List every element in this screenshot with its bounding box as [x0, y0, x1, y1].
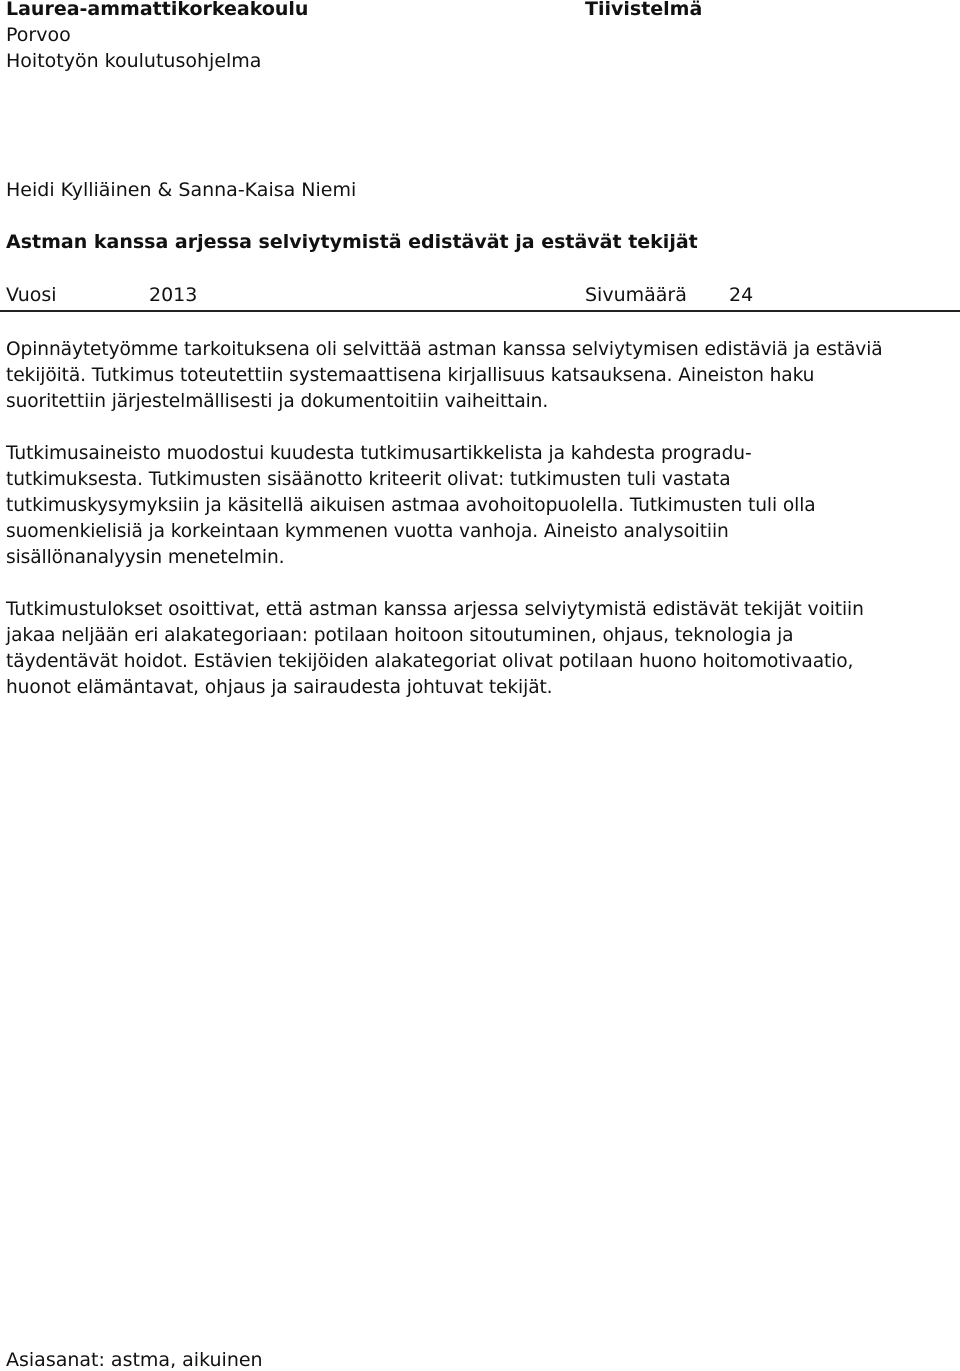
- paragraph-line: täydentävät hoidot. Estävien tekijöiden alakategoriat olivat potilaan huono hoitomotivaatio,: [6, 651, 854, 672]
- pages-label: Sivumäärä: [585, 284, 687, 306]
- paragraph-line: tutkimuksesta. Tutkimusten sisäänotto kriteerit olivat: tutkimusten tuli vastata: [6, 469, 731, 490]
- campus-location: Porvoo: [6, 24, 71, 46]
- abstract-paragraph-results: [6, 597, 954, 701]
- abstract-paragraph-purpose: [6, 337, 954, 415]
- paragraph-line: suomenkielisiä ja korkeintaan kymmenen vuotta vanhoja. Aineisto analysoitiin: [6, 521, 729, 542]
- paragraph-line: Opinnäytetyömme tarkoituksena oli selvittää astman kanssa selviytymisen edistäviä ja estäviä: [6, 339, 883, 360]
- paragraph-line: huonot elämäntavat, ohjaus ja sairaudesta johtuvat tekijät.: [6, 677, 553, 698]
- paragraph-line: jakaa neljään eri alakategoriaan: potilaan hoitoon sitoutuminen, ohjaus, teknologia ja: [6, 625, 794, 646]
- keywords: Asiasanat: astma, aikuinen: [6, 1349, 263, 1371]
- year-value: 2013: [149, 284, 198, 306]
- paragraph-line: Tutkimustulokset osoittivat, että astman kanssa arjessa selviytymistä edistävät tekijät voitiin: [6, 599, 864, 620]
- thesis-title: Astman kanssa arjessa selviytymistä edistävät ja estävät tekijät: [6, 231, 698, 253]
- paragraph-line: tutkimuskysymyksiin ja käsitellä aikuisen astmaa avohoitopuolella. Tutkimusten tuli olla: [6, 495, 816, 516]
- paragraph-line: suoritettiin järjestelmällisesti ja dokumentoitiin vaiheittain.: [6, 391, 549, 412]
- degree-programme: Hoitotyön koulutusohjelma: [6, 50, 262, 72]
- paragraph-line: tekijöitä. Tutkimus toteutettiin systemaattisena kirjallisuus katsauksena. Aineiston haku: [6, 365, 815, 386]
- pages-value: 24: [729, 284, 754, 306]
- authors: Heidi Kylliäinen & Sanna-Kaisa Niemi: [6, 179, 357, 201]
- paragraph-line: sisällönanalyysin menetelmin.: [6, 547, 285, 568]
- abstract-paragraph-material: [6, 441, 954, 571]
- paragraph-line: Tutkimusaineisto muodostui kuudesta tutkimusartikkelista ja kahdesta progradu-: [6, 443, 752, 464]
- year-label: Vuosi: [6, 284, 57, 306]
- document-type: Tiivistelmä: [585, 0, 703, 20]
- institution-name: Laurea-ammattikorkeakoulu: [6, 0, 309, 20]
- metadata-divider: [0, 310, 960, 312]
